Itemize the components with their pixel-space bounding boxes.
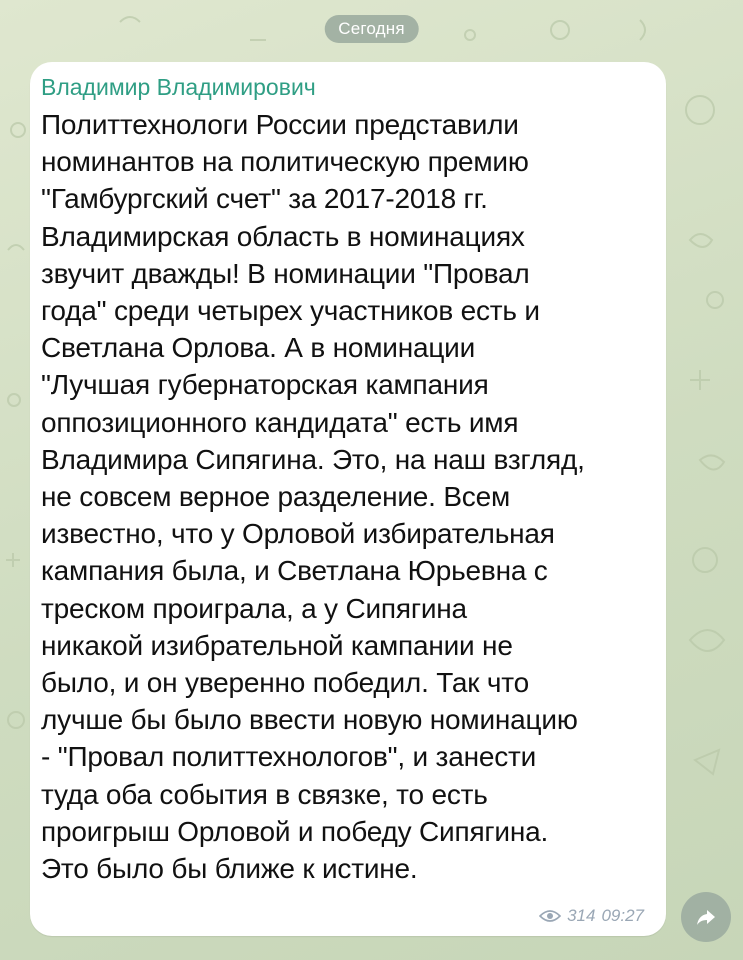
share-button[interactable] [681,892,731,942]
date-separator: Сегодня [324,15,419,43]
message-meta [539,906,644,926]
message-bubble[interactable] [30,62,666,936]
eye-icon [539,909,561,923]
message-text: Политтехнологи России представили номинантов на политическую премию "Гамбургский счет" за 2017-2018 гг. Владимирская область в номинациях звучит дважды! В номинации "Провал года" среди четырех участников есть и Светлана Орлова. А в номинации "Лучшая губернаторская кампания оппозиционного кандидата" есть имя Владимира Сипягина. Это, на наш взгляд, не совсем верное разделение. Всем известно, что у Орловой избирательная кампания была, и Светлана Юрьевна с треском проиграла, а у Сипягина никакой изибрательной кампании не было, и он уверенно победил. Так что лучше бы было ввести новую номинацию - "Провал политтехнологов", и занести туда оба события в связке, то есть проигрыш Орловой и победу Сипягина. Это было бы ближе к истине. [41,109,585,885]
message-time: 09:27 [601,906,644,925]
share-arrow-icon [694,905,718,929]
sender-name[interactable]: Владимир Владимирович [41,74,316,100]
bubble-tail [48,902,74,922]
view-count: 314 [567,906,596,925]
